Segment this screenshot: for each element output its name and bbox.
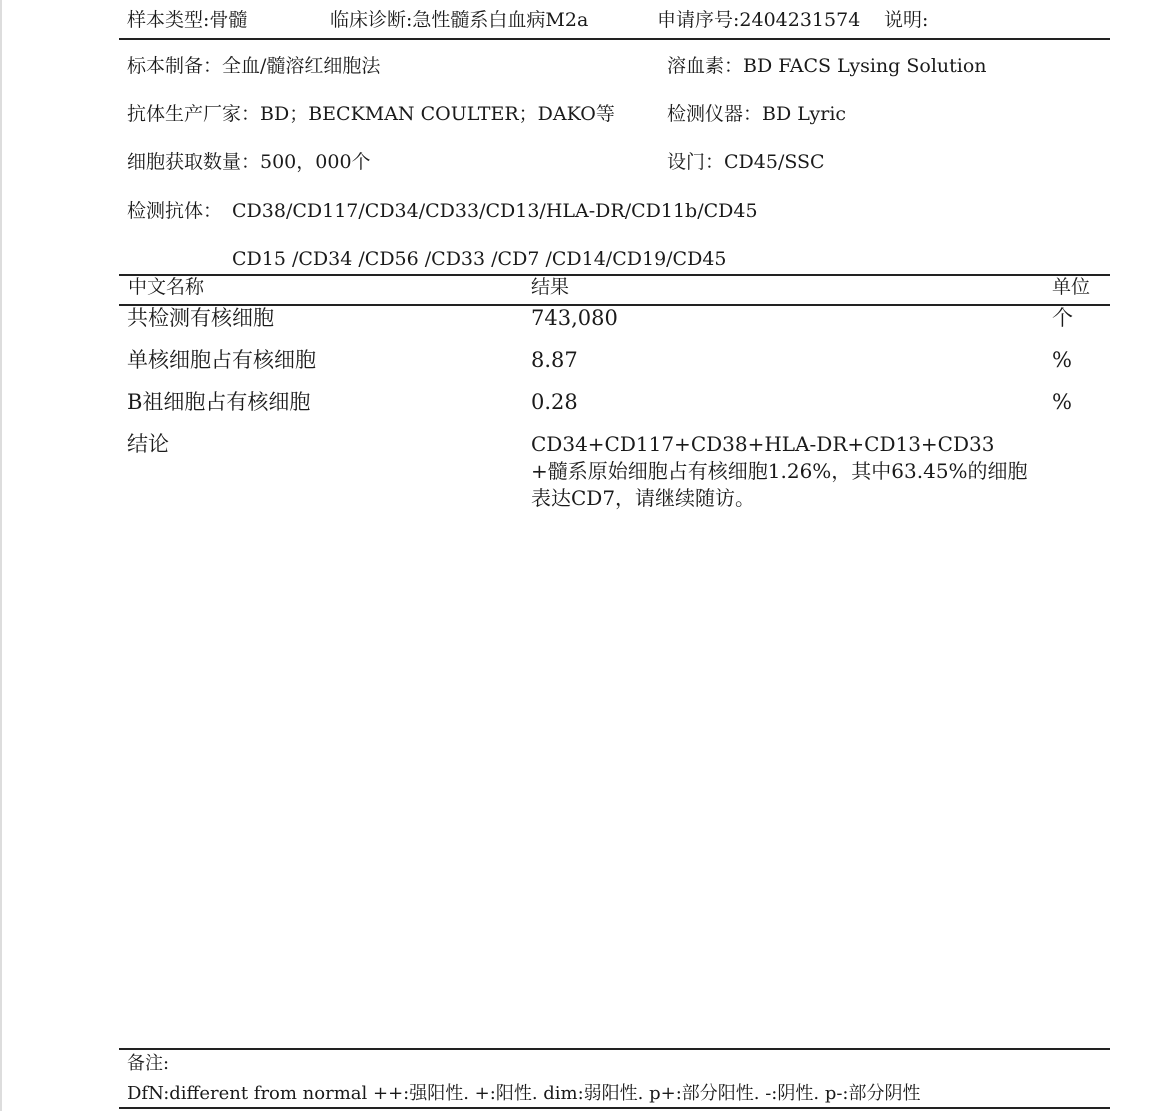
lysing-solution: 溶血素：BD FACS Lysing Solution [667, 55, 987, 77]
header-divider [119, 38, 1110, 40]
footer-bottom-border [119, 1107, 1110, 1109]
row-name: 结论 [127, 432, 169, 456]
footer-top-border [119, 1048, 1110, 1050]
antibody-manufacturer: 抗体生产厂家：BD；BECKMAN COULTER；DAKO等 [127, 103, 615, 125]
antibodies-panel-1: CD38/CD117/CD34/CD33/CD13/HLA-DR/CD11b/CD45 [232, 200, 758, 222]
clinical-diagnosis: 临床诊断:急性髓系白血病M2a [330, 9, 589, 31]
cell-count: 细胞获取数量：500，000个 [127, 151, 371, 173]
antibodies-label: 检测抗体： [127, 200, 223, 222]
page-left-edge [0, 0, 2, 1111]
gating: 设门：CD45/SSC [667, 151, 825, 173]
row-result: 0.28 [531, 390, 578, 414]
column-header-name: 中文名称 [128, 276, 205, 298]
antibodies-panel-2: CD15 /CD34 /CD56 /CD33 /CD7 /CD14/CD19/CD45 [232, 248, 727, 270]
row-name: 单核细胞占有核细胞 [127, 348, 316, 372]
remark-label: 备注: [127, 1053, 170, 1074]
specimen-type: 样本类型:骨髓 [127, 9, 248, 31]
column-header-result: 结果 [531, 276, 570, 298]
row-result: 8.87 [531, 348, 578, 372]
instrument: 检测仪器：BD Lyric [667, 103, 847, 125]
conclusion-text: CD34+CD117+CD38+HLA-DR+CD13+CD33+髓系原始细胞占有核细胞1.26%，其中63.45%的细胞表达CD7，请继续随访。 [531, 432, 1028, 510]
row-result: 743,080 [531, 306, 618, 330]
table-top-border [119, 274, 1110, 276]
row-unit: % [1052, 390, 1072, 414]
request-number: 申请序号:2404231574 [657, 9, 861, 31]
legend-text: DfN:different from normal ++:强阳性. +:阳性. dim:弱阳性. p+:部分阳性. -:阴性. p-:部分阴性 [127, 1083, 921, 1104]
specimen-prep: 标本制备：全血/髓溶红细胞法 [127, 55, 381, 77]
column-header-unit: 单位 [1052, 276, 1091, 298]
row-unit: 个 [1052, 306, 1073, 330]
note-label: 说明: [884, 9, 929, 31]
row-name: 共检测有核细胞 [127, 306, 274, 330]
row-unit: % [1052, 348, 1072, 372]
row-name: B祖细胞占有核细胞 [127, 390, 311, 414]
